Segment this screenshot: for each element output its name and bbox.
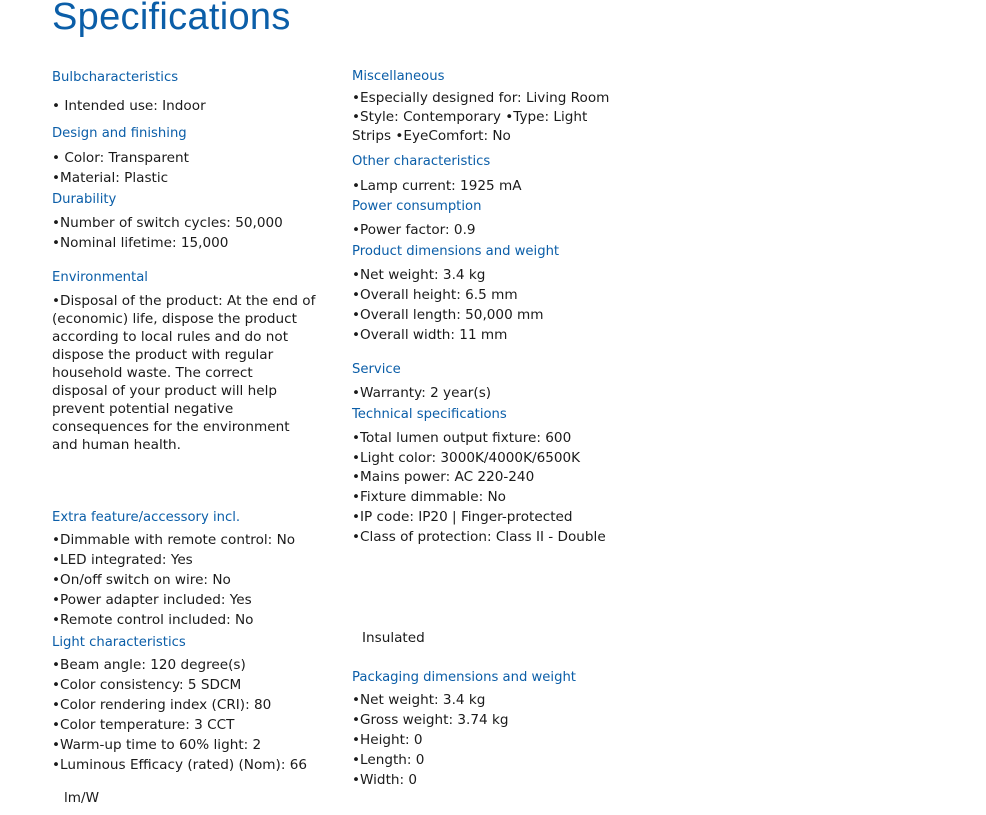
spec-line: (economic) life, dispose the product (52, 311, 297, 327)
spec-line: •Material: Plastic (52, 170, 169, 186)
spec-line: •Disposal of the product: At the end of (52, 293, 316, 309)
spec-line: •Mains power: AC 220-240 (352, 469, 535, 485)
section-heading-power-consumption: Power consumption (352, 199, 482, 214)
spec-line: prevent potential negative (52, 401, 234, 417)
spec-line: •Color rendering index (CRI): 80 (52, 697, 272, 713)
spec-line: •Power factor: 0.9 (352, 222, 476, 238)
spec-line: •Width: 0 (352, 772, 418, 788)
spec-line: •Luminous Efficacy (rated) (Nom): 66 (52, 757, 308, 773)
section-heading-durability: Durability (52, 192, 117, 207)
page-title: Specifications (52, 0, 291, 38)
spec-line: •Warranty: 2 year(s) (352, 385, 492, 401)
spec-line: •Color temperature: 3 CCT (52, 717, 235, 733)
spec-line-continuation: lm/W (64, 790, 100, 806)
spec-line: •IP code: IP20 | Finger-protected (352, 509, 573, 525)
section-heading-packaging-dimensions: Packaging dimensions and weight (352, 670, 576, 685)
spec-line: •Color consistency: 5 SDCM (52, 677, 242, 693)
spec-line: •Overall width: 11 mm (352, 327, 508, 343)
spec-line: •Remote control included: No (52, 612, 254, 628)
section-heading-miscellaneous: Miscellaneous (352, 69, 445, 84)
spec-line: •Gross weight: 3.74 kg (352, 712, 509, 728)
spec-line: • Intended use: Indoor (52, 98, 206, 114)
spec-line: consequences for the environment (52, 419, 290, 435)
section-heading-other-characteristics: Other characteristics (352, 154, 491, 169)
spec-line: •Overall height: 6.5 mm (352, 287, 518, 303)
spec-line: •Net weight: 3.4 kg (352, 267, 486, 283)
spec-line: •Overall length: 50,000 mm (352, 307, 544, 323)
spec-line: •Nominal lifetime: 15,000 (52, 235, 229, 251)
section-heading-extra-feature: Extra feature/accessory incl. (52, 510, 241, 525)
spec-line: •LED integrated: Yes (52, 552, 193, 568)
spec-line: •Net weight: 3.4 kg (352, 692, 486, 708)
spec-line: •Height: 0 (352, 732, 423, 748)
spec-line: •Style: Contemporary •Type: Light (352, 109, 588, 125)
spec-line: according to local rules and do not (52, 329, 289, 345)
section-heading-environmental: Environmental (52, 270, 148, 285)
spec-line: • Color: Transparent (52, 150, 189, 166)
spec-line: and human health. (52, 437, 181, 453)
spec-line: dispose the product with regular (52, 347, 274, 363)
spec-line: disposal of your product will help (52, 383, 278, 399)
spec-line: •Total lumen output fixture: 600 (352, 430, 572, 446)
section-heading-service: Service (352, 362, 401, 377)
section-heading-design-finishing: Design and finishing (52, 126, 187, 141)
spec-line: •Light color: 3000K/4000K/6500K (352, 450, 581, 466)
spec-line: •Fixture dimmable: No (352, 489, 506, 505)
spec-line: •Class of protection: Class II - Double (352, 529, 606, 545)
spec-line: •Number of switch cycles: 50,000 (52, 215, 283, 231)
spec-line: •Beam angle: 120 degree(s) (52, 657, 246, 673)
spec-line-continuation: Insulated (362, 630, 425, 646)
section-heading-light-characteristics: Light characteristics (52, 635, 186, 650)
spec-line: •Warm-up time to 60% light: 2 (52, 737, 262, 753)
spec-line: •Length: 0 (352, 752, 425, 768)
spec-line: •On/off switch on wire: No (52, 572, 231, 588)
spec-line: •Lamp current: 1925 mA (352, 178, 522, 194)
spec-line: •Dimmable with remote control: No (52, 532, 296, 548)
spec-line: Strips •EyeComfort: No (352, 128, 511, 144)
section-heading-technical-specifications: Technical specifications (352, 407, 507, 422)
spec-line: •Power adapter included: Yes (52, 592, 252, 608)
spec-line: •Especially designed for: Living Room (352, 90, 610, 106)
section-heading-bulb-characteristics: Bulbcharacteristics (52, 70, 179, 85)
section-heading-product-dimensions: Product dimensions and weight (352, 244, 560, 259)
spec-line: household waste. The correct (52, 365, 253, 381)
